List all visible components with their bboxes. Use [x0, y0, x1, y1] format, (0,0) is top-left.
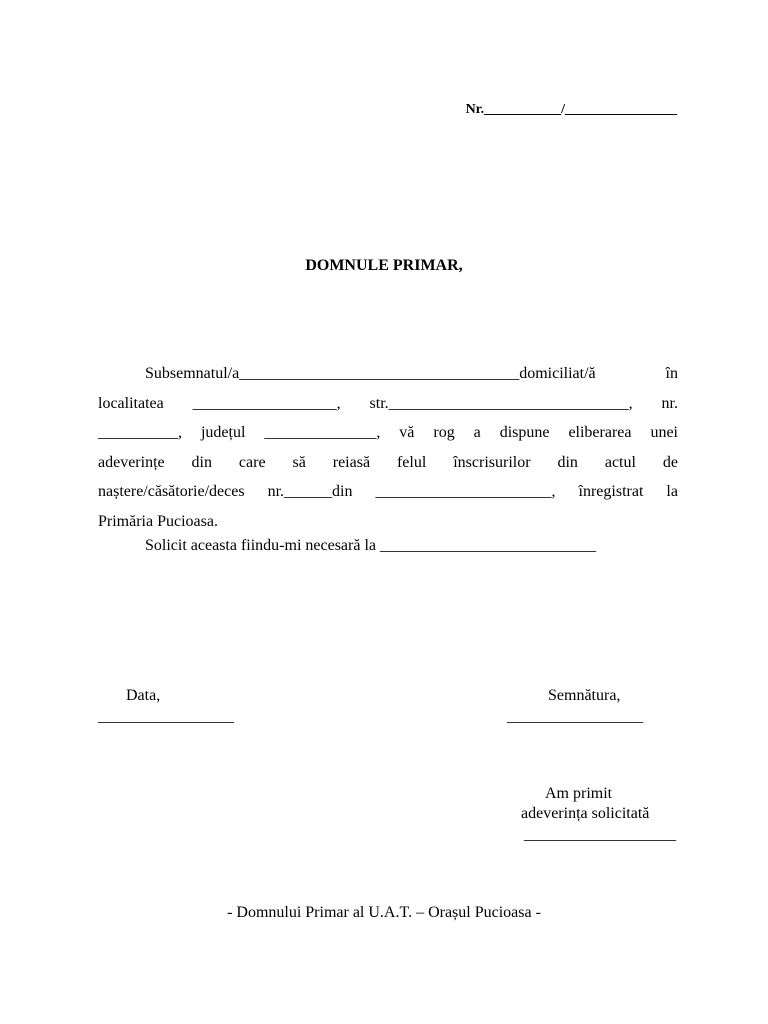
word: din [191, 453, 212, 471]
word: eliberarea [568, 424, 632, 442]
paragraph-line [98, 507, 678, 537]
word: reiasă [332, 453, 371, 471]
word: din [557, 453, 578, 471]
date-label: Data, [126, 687, 161, 704]
word: de [662, 453, 678, 471]
receipt-signature-field[interactable]: ___________________ [524, 826, 676, 843]
word: a [473, 424, 481, 442]
registration-number-field[interactable]: Nr.___________/________________ [465, 102, 677, 117]
word: vă [399, 424, 415, 442]
word: Primăria Pucioasa. [98, 512, 218, 530]
purpose-field[interactable]: Solicit aceasta fiindu-mi necesară la ___________________________ [145, 537, 597, 554]
word: dispune [499, 424, 550, 442]
word: care [238, 453, 266, 471]
word: adeverințe [98, 453, 165, 471]
locality-field[interactable]: __________________, [192, 394, 341, 412]
document-title: DOMNULE PRIMAR, [305, 257, 463, 274]
signature-field[interactable]: _________________ [507, 708, 643, 725]
paragraph-line [98, 359, 678, 389]
paragraph-line [98, 477, 678, 507]
word[interactable]: Subsemnatul/a___________________________________domiciliat/ă [145, 365, 596, 382]
word: la [666, 483, 678, 501]
word: înregistrat [578, 483, 644, 501]
word: județul [200, 424, 246, 442]
word: felul [396, 453, 427, 471]
receipt-text-line1: Am primit [545, 785, 613, 802]
paragraph-line [98, 448, 678, 478]
word: naștere/căsătorie/deces [98, 483, 245, 501]
street-field[interactable]: str.______________________________, [369, 394, 633, 412]
county-field[interactable]: ______________, [264, 424, 381, 442]
act-date-field[interactable]: ______________________, [375, 483, 556, 501]
act-number-field[interactable]: nr.______din [267, 483, 353, 501]
word: să [292, 453, 306, 471]
receipt-text-line2: adeverința solicitată [521, 805, 650, 822]
word: în [665, 365, 678, 382]
word: rog [433, 424, 455, 442]
street-number-field[interactable]: __________, [98, 424, 182, 442]
addressee-footer: - Domnului Primar al U.A.T. – Orașul Pucioasa - [227, 904, 541, 921]
date-field[interactable]: _________________ [98, 708, 234, 725]
request-paragraph [98, 359, 678, 537]
signature-label: Semnătura, [548, 687, 621, 704]
word: înscrisurilor [453, 453, 531, 471]
word: localitatea [98, 394, 164, 412]
word: actul [604, 453, 636, 471]
paragraph-line [98, 389, 678, 419]
word: unei [650, 424, 678, 442]
word: nr. [661, 394, 678, 412]
paragraph-line [98, 418, 678, 448]
